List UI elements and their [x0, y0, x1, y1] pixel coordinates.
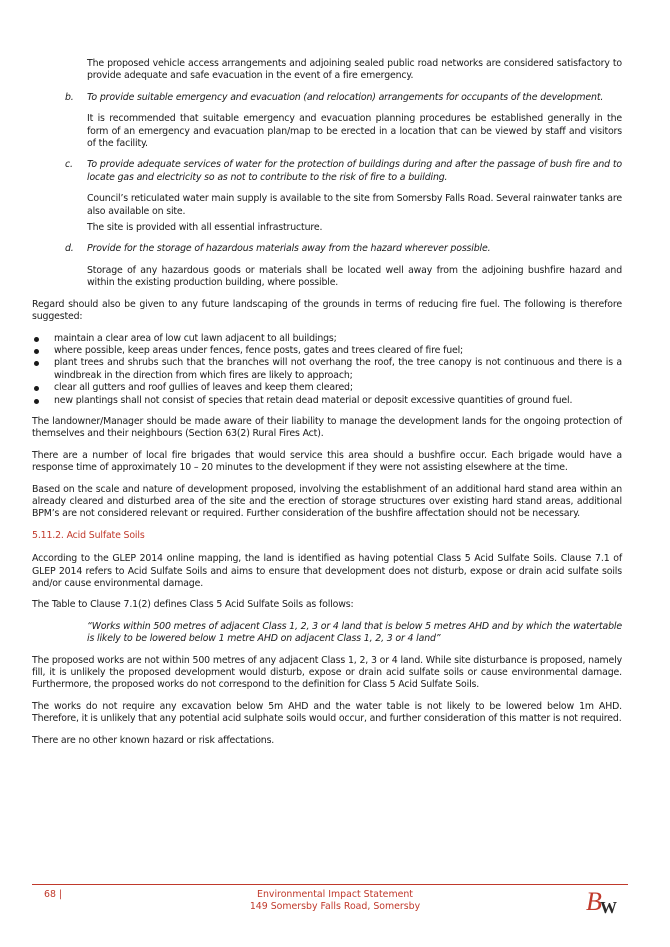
- footer-document-title: Environmental Impact Statement: [257, 889, 413, 900]
- page-content: [32, 58, 622, 756]
- section-heading-acid-sulfate-soils: 5.11.2. Acid Sulfate Soils: [32, 529, 145, 541]
- paragraph-emergency-plan: It is recommended that suitable emergency and evacuation planning procedures be established generally in the form of an emergency and evacuation plan/map to be erected in a location that can be viewed by staff and visitors of the facility.: [87, 113, 622, 150]
- list-item: [32, 357, 622, 382]
- bullet-icon: [34, 399, 39, 404]
- list-item: [32, 333, 622, 345]
- list-item-c-title: [65, 159, 622, 184]
- paragraph-scale-nature: Based on the scale and nature of development proposed, involving the establishment of an additional hard stand area within an already cleared and disturbed area of the site and the erection of storage structures over existing hard stand areas, additional BPM’s are not considered relevant or required. Further consideration of the bushfire affectation should not be necessary.: [32, 483, 622, 520]
- list-letter-d: d.: [65, 243, 74, 255]
- list-letter-b: b.: [65, 91, 74, 103]
- list-item: [32, 395, 622, 407]
- list-item-b-title: [65, 91, 622, 104]
- paragraph-other-hazards: There are no other known hazard or risk affectations.: [32, 734, 275, 746]
- bullet-text: maintain a clear area of low cut lawn adjacent to all buildings;: [54, 332, 337, 344]
- paragraph-glep-mapping: According to the GLEP 2014 online mapping, the land is identified as having potential Class 5 Acid Sulfate Soils. Clause 7.1 of GLEP 2014 refers to Acid Sulfate Soils and aims to ensure that development does not disturb, expose or drain acid sulfate soils and/or cause environmental damage.: [32, 553, 622, 589]
- footer-divider: [32, 884, 628, 885]
- company-logo-icon: [585, 882, 619, 918]
- page-number: 68 |: [44, 889, 63, 900]
- paragraph-landowner: The landowner/Manager should be made aware of their liability to manage the development lands for the ongoing protection of themselves and their neighbours (Section 63(2) Rural Fires Act).: [32, 415, 622, 440]
- suggestion-list: [32, 333, 622, 407]
- bullet-text: new plantings shall not consist of species that retain dead material or deposit excessive quantities of ground fuel.: [54, 394, 573, 406]
- bullet-text: plant trees and shrubs such that the branches will not overhang the roof, the tree canopy is not continuous and there is a windbreak in the direction from which fires are likely to approach;: [54, 357, 622, 381]
- list-item: [32, 345, 622, 357]
- paragraph-excavation: The works do not require any excavation below 5m AHD and the water table is not likely to be lowered below 1m AHD. Therefore, it is unlikely that any potential acid sulphate soils would occur, and further consideration of this matter is not required.: [32, 700, 622, 725]
- list-item-c-text: To provide adequate services of water for the protection of buildings during and after the passage of bush fire and to locate gas and electricity so as not to contribute to the risk of fire to a building.: [87, 159, 622, 183]
- list-item-b-text: To provide suitable emergency and evacuation (and relocation) arrangements for occupants of the development.: [87, 91, 604, 103]
- paragraph-infrastructure: The site is provided with all essential infrastructure.: [87, 222, 323, 234]
- bullet-text: where possible, keep areas under fences, fence posts, gates and trees cleared of fire fuel;: [54, 344, 464, 356]
- paragraph-landscaping: Regard should also be given to any future landscaping of the grounds in terms of reducing fire fuel. The following is therefore suggested:: [32, 298, 622, 323]
- bullet-text: clear all gutters and roof gullies of leaves and keep them cleared;: [54, 382, 353, 394]
- svg-text:B: B: [586, 887, 602, 916]
- list-item-d-title: [65, 243, 622, 255]
- footer-address: 149 Somersby Falls Road, Somersby: [249, 901, 421, 912]
- paragraph-works-500m: The proposed works are not within 500 metres of any adjacent Class 1, 2, 3 or 4 land. While site disturbance is proposed, namely fill, it is unlikely the proposed development would disturb, expose or drain acid sulfate soils or cause environmental damage. Furthermore, the proposed works do not correspond to the definition for Class 5 Acid Sulfate Soils.: [32, 654, 622, 691]
- list-item-d-text: Provide for the storage of hazardous materials away from the hazard wherever possible.: [87, 243, 491, 255]
- paragraph-evacuation-access: The proposed vehicle access arrangements and adjoining sealed public road networks are considered satisfactory to provide adequate and safe evacuation in the event of a fire emergency.: [87, 58, 622, 82]
- bullet-icon: [34, 349, 39, 354]
- quote-class5-definition: “Works within 500 metres of adjacent Class 1, 2, 3 or 4 land that is below 5 metres AHD and by which the watertable is likely to be lowered below 1 metre AHD on adjacent Class 1, 2, 3 or 4 land”: [87, 620, 622, 645]
- footer-title: [200, 889, 470, 913]
- paragraph-water-supply: Council’s reticulated water main supply is available to the site from Somersby Falls Road. Several rainwater tanks are also available on site.: [87, 193, 622, 217]
- paragraph-fire-brigades: There are a number of local fire brigades that would service this area should a bushfire occur. Each brigade would have a response time of approximately 10 – 20 minutes to the development if they were not assisting elsewhere at the time.: [32, 449, 622, 474]
- list-letter-c: c.: [65, 159, 73, 171]
- svg-text:W: W: [600, 898, 617, 917]
- bullet-icon: [34, 337, 39, 342]
- list-item: [32, 382, 622, 394]
- paragraph-hazardous-storage: Storage of any hazardous goods or materials shall be located well away from the adjoining bushfire hazard and within the existing production building, where possible.: [87, 264, 622, 289]
- bullet-icon: [34, 386, 39, 391]
- paragraph-table-clause: The Table to Clause 7.1(2) defines Class 5 Acid Sulfate Soils as follows:: [32, 599, 354, 611]
- bullet-icon: [34, 361, 39, 366]
